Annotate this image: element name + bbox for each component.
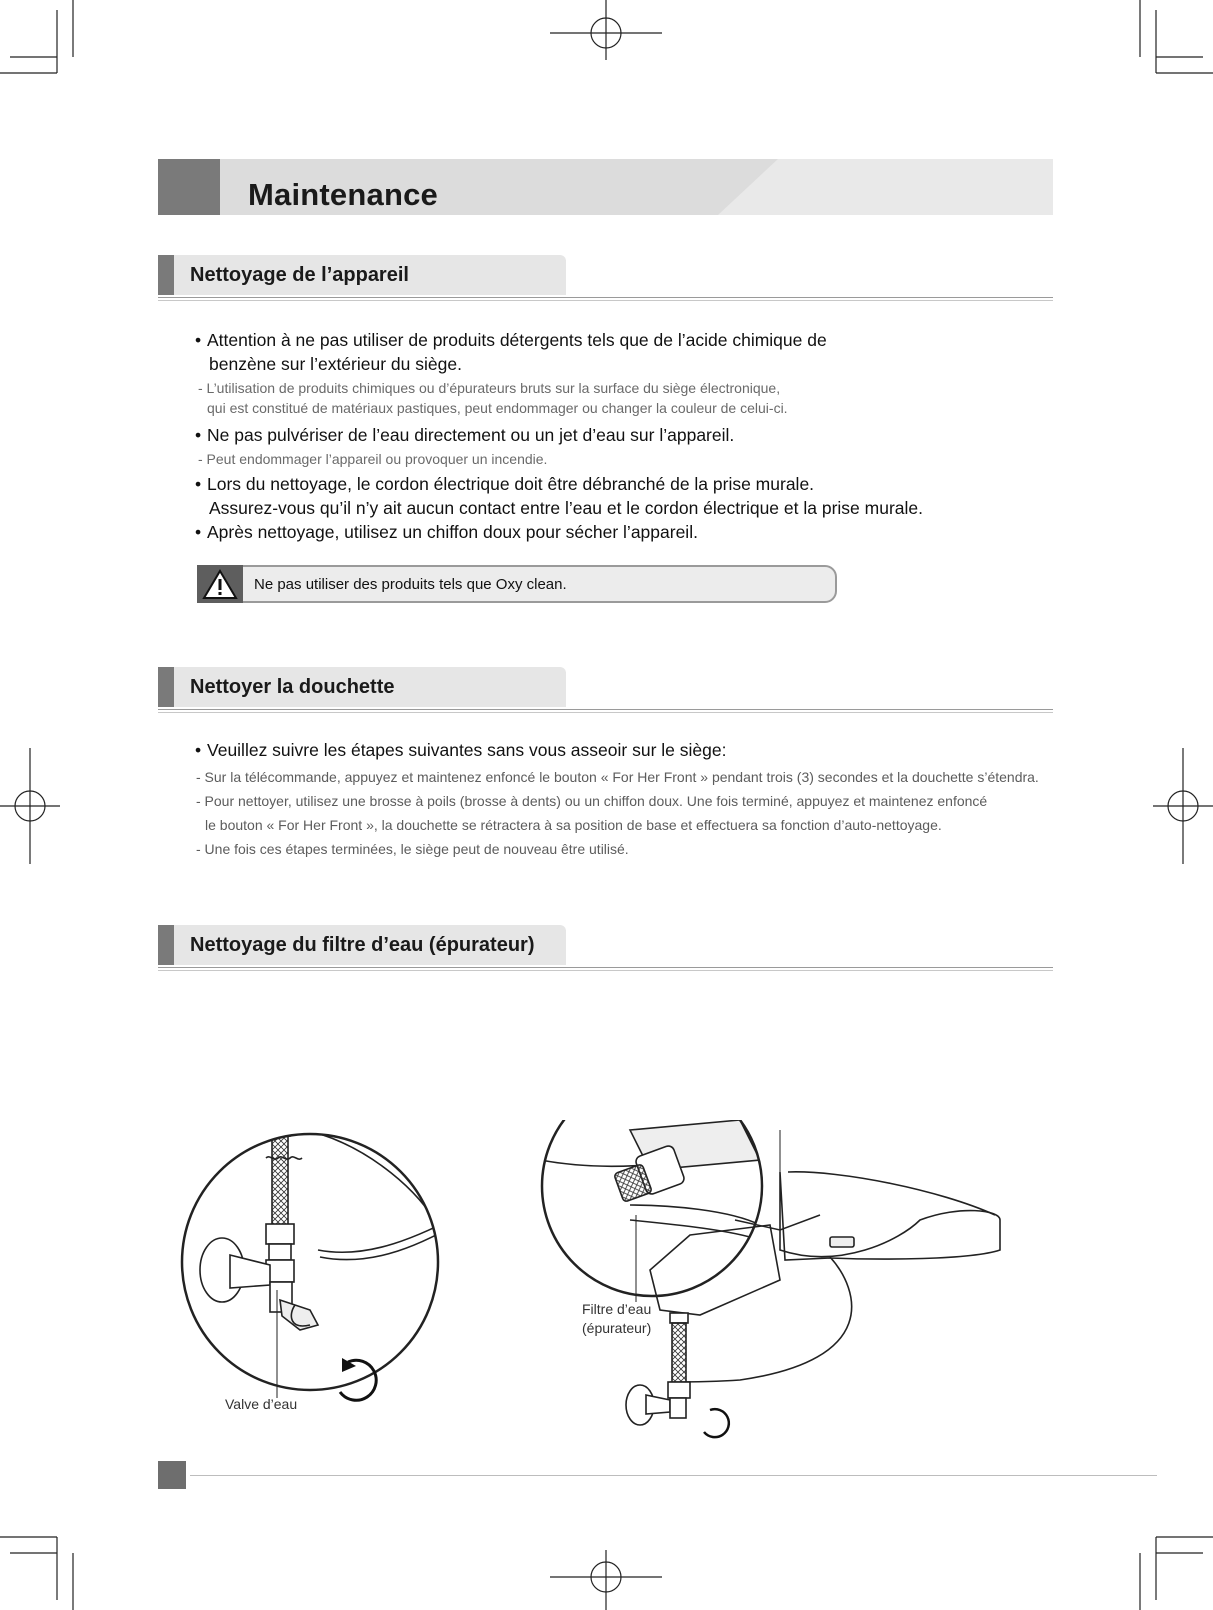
section-rule <box>158 300 1053 301</box>
filter-label-line1: Filtre d’eau <box>582 1301 652 1317</box>
bullet-item: • Lors du nettoyage, le cordon électrique doit être débranché de la prise murale. <box>195 474 815 494</box>
note-text: - Pour nettoyer, utilisez une brosse à poils (brosse à dents) ou un chiffon doux. Une fois terminé, appuyez et maintenez enfoncé <box>196 793 988 809</box>
warning-box <box>197 565 837 603</box>
bullet-text: Après nettoyage, utilisez un chiffon doux pour sécher l’appareil. <box>207 522 698 542</box>
section-title: Nettoyage de l’appareil <box>190 264 409 286</box>
bullet-item: • Ne pas pulvériser de l’eau directement ou un jet d’eau sur l’appareil. <box>195 425 735 445</box>
page-title: Maintenance <box>248 177 438 212</box>
valve-illustration <box>170 1120 450 1420</box>
title-block-marker <box>158 159 220 215</box>
title-banner-accent <box>718 159 1053 215</box>
filter-label-line2: (épurateur) <box>582 1320 652 1336</box>
note-text: le bouton « For Her Front », la douchette se rétractera à sa position de base et effectuera sa fonction d’auto-nettoyage. <box>205 817 942 833</box>
note-text: - L’utilisation de produits chimiques ou d’épurateurs bruts sur la surface du siège électronique, <box>198 380 781 396</box>
bullet-text: Ne pas pulvériser de l’eau directement ou un jet d’eau sur l’appareil. <box>207 425 735 445</box>
rotate-arrow-icon <box>704 1409 729 1437</box>
note-text: - Sur la télécommande, appuyez et maintenez enfoncé le bouton « For Her Front » pendant trois (3) secondes et la douchette s’étendra. <box>196 769 1039 785</box>
note-text: - Peut endommager l’appareil ou provoquer un incendie. <box>198 451 548 467</box>
title-banner <box>158 159 1053 215</box>
section-rule <box>158 709 1053 710</box>
warning-text: Ne pas utiliser des produits tels que Oxy clean. <box>254 576 567 593</box>
section-rule <box>158 970 1053 971</box>
bullet-text: Lors du nettoyage, le cordon électrique doit être débranché de la prise murale. <box>207 474 815 494</box>
bullet-item: • Attention à ne pas utiliser de produits détergents tels que de l’acide chimique de <box>195 330 827 350</box>
page-number-tab <box>158 1461 186 1489</box>
bullet-continuation: Assurez-vous qu’il n’y ait aucun contact entre l’eau et le cordon électrique et la prise murale. <box>209 498 923 518</box>
note-text: - Une fois ces étapes terminées, le siège peut de nouveau être utilisé. <box>196 841 629 857</box>
section-tab-marker <box>158 255 174 295</box>
section-title: Nettoyage du filtre d’eau (épurateur) <box>190 934 535 956</box>
warning-triangle-icon <box>197 565 243 603</box>
section-header-filter <box>158 925 1053 975</box>
note-text: qui est constitué de matériaux pastiques, peut endommager ou changer la couleur de celui-ci. <box>207 400 788 416</box>
bullet-item: • Après nettoyage, utilisez un chiffon doux pour sécher l’appareil. <box>195 522 698 542</box>
warning-icon-box <box>197 565 243 603</box>
section-rule <box>158 712 1053 713</box>
valve-label: Valve d’eau <box>225 1396 298 1412</box>
bullet-continuation: benzène sur l’extérieur du siège. <box>209 354 462 374</box>
bullet-item: • Veuillez suivre les étapes suivantes sans vous asseoir sur le siège: <box>195 740 727 760</box>
section-tab-marker <box>158 667 174 707</box>
filter-illustration <box>540 1120 1010 1470</box>
section-title: Nettoyer la douchette <box>190 676 395 698</box>
bullet-text: Attention à ne pas utiliser de produits détergents tels que de l’acide chimique de <box>207 330 827 350</box>
section-tab-marker <box>158 925 174 965</box>
section-rule <box>158 297 1053 298</box>
bullet-text: Veuillez suivre les étapes suivantes sans vous asseoir sur le siège: <box>207 740 727 760</box>
section-header-cleaning <box>158 255 1053 305</box>
section-rule <box>158 967 1053 968</box>
footer-rule <box>190 1475 1157 1476</box>
section-header-nozzle <box>158 667 1053 717</box>
